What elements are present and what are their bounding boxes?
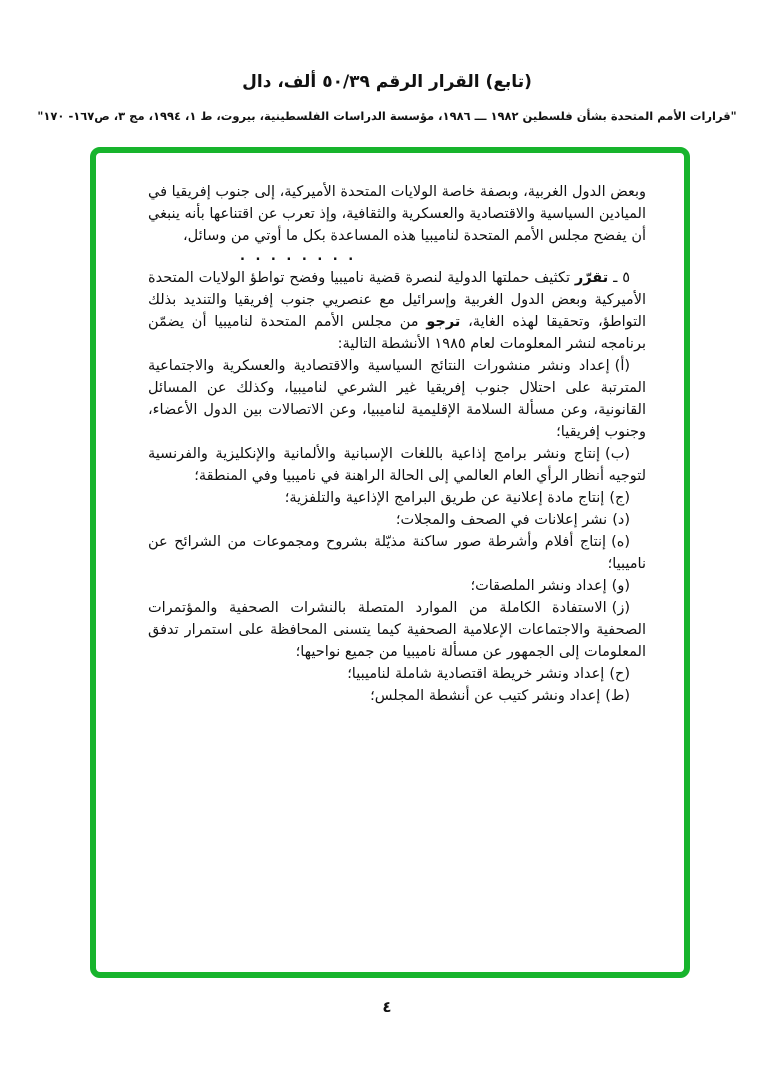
clause-5-number: ٥ ـ xyxy=(608,270,631,286)
list-item-text: الاستفادة الكاملة من الموارد المتصلة بالنشرات الصحفية والمؤتمرات الصحفية والاجتماعات الإعلامية الصحفية كيما يتسنى المحافظة على استمرار تدفق المعلومات إلى الجمهور عن مسألة ناميبيا من جميع نواحيها؛ xyxy=(148,600,646,660)
list-item-text: إنتاج ونشر برامج إذاعية باللغات الإسبانية والألمانية والإنكليزية والفرنسية لتوجيه أنظار الرأي العام العالمي إلى الحالة الراهنة في ناميبيا وفي المنطقة؛ xyxy=(148,446,646,484)
list-item-zay xyxy=(148,597,646,663)
list-item-text: إنتاج أفلام وأشرطة صور ساكنة مذيّلة بشروح ومجموعات من الشرائح عن ناميبيا؛ xyxy=(148,534,646,572)
list-item-letter: (ح) xyxy=(609,666,630,682)
list-item-tta xyxy=(148,685,646,707)
list-item-letter: (و) xyxy=(611,578,630,594)
list-item-letter: (ج) xyxy=(609,490,630,506)
list-item-letter: (أ) xyxy=(614,358,630,374)
list-item-letter: (ط) xyxy=(605,688,630,704)
ellipsis-line: . . . . . . . . xyxy=(240,249,357,264)
resolution-title: (تابع) القرار الرقم ٥٠/٣٩ ألف، دال xyxy=(242,72,532,92)
list-item-text: إعداد ونشر الملصقات؛ xyxy=(470,578,607,594)
list-item-ba xyxy=(148,443,646,487)
clause-5 xyxy=(148,267,646,355)
list-item-text: إعداد ونشر منشورات النتائج السياسية والاقتصادية والعسكرية والاجتماعية المترتبة على احتلال جنوب إفريقيا غير الشرعي لناميبيا، وكذلك عن المسائل القانونية، وعن مسألة السلامة الإقليمية لناميبيا، وعن الاتصالات بين الدول الأعضاء، وجنوب إفريقيا؛ xyxy=(148,358,646,440)
list-item-text: إعداد ونشر كتيب عن أنشطة المجلس؛ xyxy=(370,688,601,704)
list-item-dal xyxy=(148,509,646,531)
list-item-waw xyxy=(148,575,646,597)
list-item-alif xyxy=(148,355,646,443)
list-item-letter: (ز) xyxy=(611,600,630,616)
list-item-text: إعداد ونشر خريطة اقتصادية شاملة لناميبيا؛ xyxy=(347,666,605,682)
page-number: ٤ xyxy=(382,998,392,1016)
clause-5-decides-verb: تقرّر xyxy=(574,270,609,286)
clause-5-tail: من مجلس الأمم المتحدة لناميبيا أن يضمّن برنامجه لنشر المعلومات لعام ١٩٨٥ الأنشطة التالية: xyxy=(148,314,646,352)
list-item-ha xyxy=(148,531,646,575)
source-citation: "قرارات الأمم المتحدة بشأن فلسطين ١٩٨٢ ـــ ١٩٨٦، مؤسسة الدراسات الفلسطينية، بيروت، ط ١، ١٩٩٤، مج ٣، ص١٦٧- ١٧٠" xyxy=(37,109,737,123)
clause-5-requests-verb: ترجو xyxy=(426,314,461,330)
continuation-paragraph: وبعض الدول الغربية، وبصفة خاصة الولايات المتحدة الأميركية، إلى جنوب إفريقيا في الميادين السياسية والاقتصادية والعسكرية والثقافية، وإذ تعرب عن اقتناعها بأنه ينبغي أن يفضح مجلس الأمم المتحدة لناميبيا هذه المساعدة بكل ما أوتي من وسائل، xyxy=(148,184,646,244)
list-item-hha xyxy=(148,663,646,685)
list-item-text: نشر إعلانات في الصحف والمجلات؛ xyxy=(395,512,608,528)
list-item-letter: (ب) xyxy=(605,446,630,462)
list-item-text: إنتاج مادة إعلانية عن طريق البرامج الإذاعية والتلفزية؛ xyxy=(284,490,605,506)
list-item-letter: (ه) xyxy=(611,534,630,550)
resolution-body xyxy=(96,153,684,972)
list-item-letter: (د) xyxy=(612,512,630,528)
clause-5-middle: تكثيف حملتها الدولية لنصرة قضية ناميبيا وفضح تواطؤ الولايات المتحدة الأميركية وبعض الدول الغربية وإسرائيل مع عنصريي جنوب إفريقيا والتنديد بذلك التواطؤ، وتحقيقا لهذه الغاية، xyxy=(148,270,646,330)
list-item-jim xyxy=(148,487,646,509)
